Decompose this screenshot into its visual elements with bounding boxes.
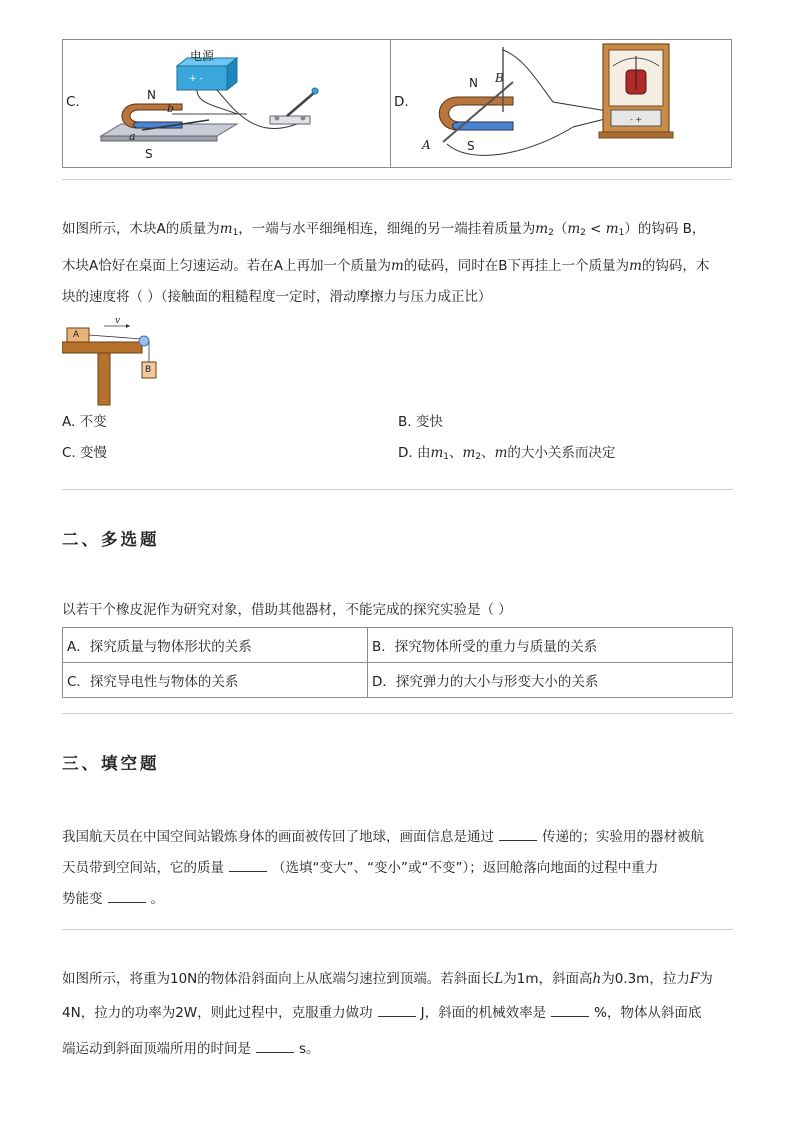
- answer-blank[interactable]: [108, 890, 146, 903]
- option-c[interactable]: C. 变慢: [62, 445, 108, 461]
- var-m: m: [430, 445, 444, 461]
- figure-d-galvanometer-circuit: [413, 42, 723, 167]
- text: 势能变: [62, 891, 103, 907]
- var-m: m: [567, 221, 581, 237]
- divider: [62, 489, 733, 490]
- figure-c-s-label: S: [145, 147, 153, 161]
- var-m: m: [219, 221, 233, 237]
- multi-choice-options-table: [62, 627, 733, 698]
- text: ）的钩码 B，: [624, 221, 706, 237]
- text: ，一端与水平细绳相连，细绳的另一端挂着质量为: [238, 221, 536, 237]
- text: 木块A恰好在桌面上匀速运动。若在A上再加一个质量为: [62, 258, 391, 274]
- q-friction-line2: [62, 260, 709, 274]
- text: 为1m，斜面高: [503, 971, 593, 987]
- text: D. 由: [398, 445, 431, 461]
- q-incline-line2: [62, 1004, 701, 1021]
- answer-blank[interactable]: [499, 828, 537, 841]
- section-title-fill-blank: 三、填空题: [62, 754, 160, 773]
- q-incline-line3: [62, 1040, 320, 1057]
- table-row: [63, 628, 733, 663]
- option-a[interactable]: A．探究质量与物体形状的关系: [63, 628, 368, 663]
- figure-c-power-label: 电源: [190, 49, 215, 63]
- text: s。: [299, 1041, 320, 1057]
- figure-d-s-label: S: [467, 139, 475, 153]
- text: 传递的；实验用的器材被航: [542, 829, 704, 845]
- sub: 2: [475, 452, 482, 462]
- figure-c-a-label: a: [129, 130, 136, 143]
- sub: 1: [618, 228, 625, 238]
- figure-c-b-label: b: [167, 102, 175, 115]
- option-a[interactable]: A. 不变: [62, 414, 107, 430]
- answer-blank[interactable]: [551, 1004, 589, 1017]
- q-friction-line1: [62, 223, 705, 238]
- text: 为0.3m，拉力: [601, 971, 690, 987]
- var-h: h: [592, 971, 602, 987]
- text: 为: [699, 971, 713, 987]
- table-row: [63, 663, 733, 698]
- text: 端运动到斜面顶端所用的时间是: [62, 1041, 251, 1057]
- q-friction-line3: 块的速度将（ ）（接触面的粗糙程度一定时，滑动摩擦力与压力成正比）: [62, 289, 492, 305]
- text: （: [553, 221, 568, 237]
- sub: 2: [548, 228, 554, 238]
- option-d[interactable]: [398, 447, 615, 462]
- sub: 1: [443, 452, 450, 462]
- text: （选填“变大”、“变小”或“不变”）；返回舱落向地面的过程中重力: [272, 860, 659, 876]
- text: 、: [449, 445, 463, 461]
- fig-block-b-label: B: [145, 365, 152, 375]
- q-space-line1: [62, 828, 704, 845]
- figure-d-a-label: A: [422, 138, 431, 152]
- option-b[interactable]: B. 变快: [398, 414, 443, 430]
- text: %，物体从斜面底: [594, 1005, 702, 1021]
- q-space-line2: [62, 859, 658, 876]
- q-rubber-clay: 以若干个橡皮泥作为研究对象，借助其他器材，不能完成的探究实验是（ ）: [62, 602, 512, 618]
- figure-d-n-label: N: [469, 76, 478, 90]
- text: <: [585, 221, 606, 237]
- svg-text:- +: - +: [630, 115, 643, 124]
- answer-blank[interactable]: [256, 1040, 294, 1053]
- option-b[interactable]: B．探究物体所受的重力与质量的关系: [368, 628, 733, 663]
- q-space-line3: [62, 890, 164, 907]
- answer-blank[interactable]: [229, 859, 267, 872]
- text: 如图所示，将重为10N的物体沿斜面向上从底端匀速拉到顶端。若斜面长: [62, 971, 495, 987]
- var-m: m: [535, 221, 549, 237]
- option-d-label: D.: [394, 94, 409, 110]
- text: 的钩码，木: [641, 258, 710, 274]
- text: 4N，拉力的功率为2W，则此过程中，克服重力做功: [62, 1005, 373, 1021]
- option-d[interactable]: D．探究弹力的大小与形变大小的关系: [368, 663, 733, 698]
- table-divider: [390, 40, 391, 167]
- var-m: m: [390, 258, 404, 274]
- svg-text:+ -: + -: [189, 74, 203, 84]
- text: 的大小关系而决定: [507, 445, 616, 461]
- text: 、: [481, 445, 495, 461]
- var-m: m: [494, 445, 508, 461]
- divider: [62, 929, 733, 930]
- answer-blank[interactable]: [378, 1004, 416, 1017]
- var-f: F: [689, 971, 700, 987]
- fig-block-a-label: A: [73, 330, 80, 340]
- divider: [62, 713, 733, 714]
- option-c[interactable]: C．探究导电性与物体的关系: [63, 663, 368, 698]
- q-incline-line1: [62, 973, 713, 987]
- section-title-multi-choice: 二、多选题: [62, 530, 160, 549]
- text: 天员带到空间站，它的质量: [62, 860, 224, 876]
- text: 如图所示，木块A的质量为: [62, 221, 220, 237]
- var-l: L: [494, 971, 504, 987]
- var-m: m: [605, 221, 619, 237]
- text: 的砝码，同时在B下再挂上一个质量为: [403, 258, 630, 274]
- sub: 1: [232, 228, 239, 238]
- text: 。: [150, 891, 164, 907]
- var-m: m: [629, 258, 642, 274]
- var-m: m: [462, 445, 476, 461]
- figure-d-b-label: B: [495, 71, 504, 85]
- divider: [62, 179, 733, 180]
- sub: 2: [580, 228, 586, 238]
- figure-c-n-label: N: [147, 88, 156, 102]
- options-table-cd: [62, 39, 732, 168]
- fig-v-label: v: [115, 316, 121, 326]
- option-c-label: C.: [66, 94, 80, 110]
- text: J，斜面的机械效率是: [420, 1005, 547, 1021]
- text: 我国航天员在中国空间站锻炼身体的画面被传回了地球，画面信息是通过: [62, 829, 494, 845]
